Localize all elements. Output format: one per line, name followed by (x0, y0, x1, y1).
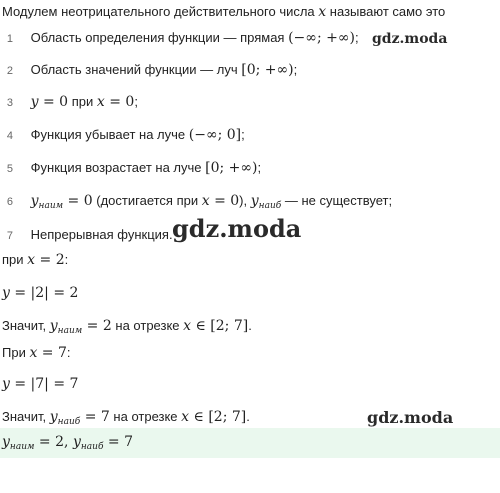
list-item: 2 Область значений функции — луч [0; +∞); (6, 62, 298, 78)
conclusion-min: Значит, $y_{наим} = 2$ на отрезке x ∈ [2; 7]. (2, 318, 252, 336)
answer-text: $y_{наим} = 2$, $y_{наиб} = 7$ (2, 434, 133, 452)
solution-at-2: при x = 2: (2, 252, 69, 268)
list-item: 3 y = 0 при x = 0; (6, 94, 138, 110)
solution-at-7: При x = 7: (2, 345, 71, 361)
solution-eq-2: y = |2| = 2 (2, 285, 79, 301)
list-item: 4 Функция убывает на луче (−∞; 0]; (6, 127, 245, 143)
solution-eq-7: y = |7| = 7 (2, 376, 79, 392)
list-item: 1 Область определения функции — прямая (−∞; +∞); (6, 30, 359, 46)
list-item: 5 Функция возрастает на луче [0; +∞); (6, 160, 262, 176)
list-item: 6 $y_{наим} = 0$ (достигается при x = 0), $y_{наиб}$ — не существует; (6, 193, 393, 211)
watermark: gdz.moda (367, 408, 454, 427)
intro-text: Модулем неотрицательного действительного числа x называют само это (2, 4, 446, 20)
list-item: 7 Непрерывная функция. (6, 227, 173, 242)
conclusion-max: Значит, $y_{наиб} = 7$ на отрезке x ∈ [2; 7]. (2, 409, 250, 427)
watermark: gdz.moda (372, 31, 448, 47)
watermark: gdz.moda (172, 214, 302, 243)
